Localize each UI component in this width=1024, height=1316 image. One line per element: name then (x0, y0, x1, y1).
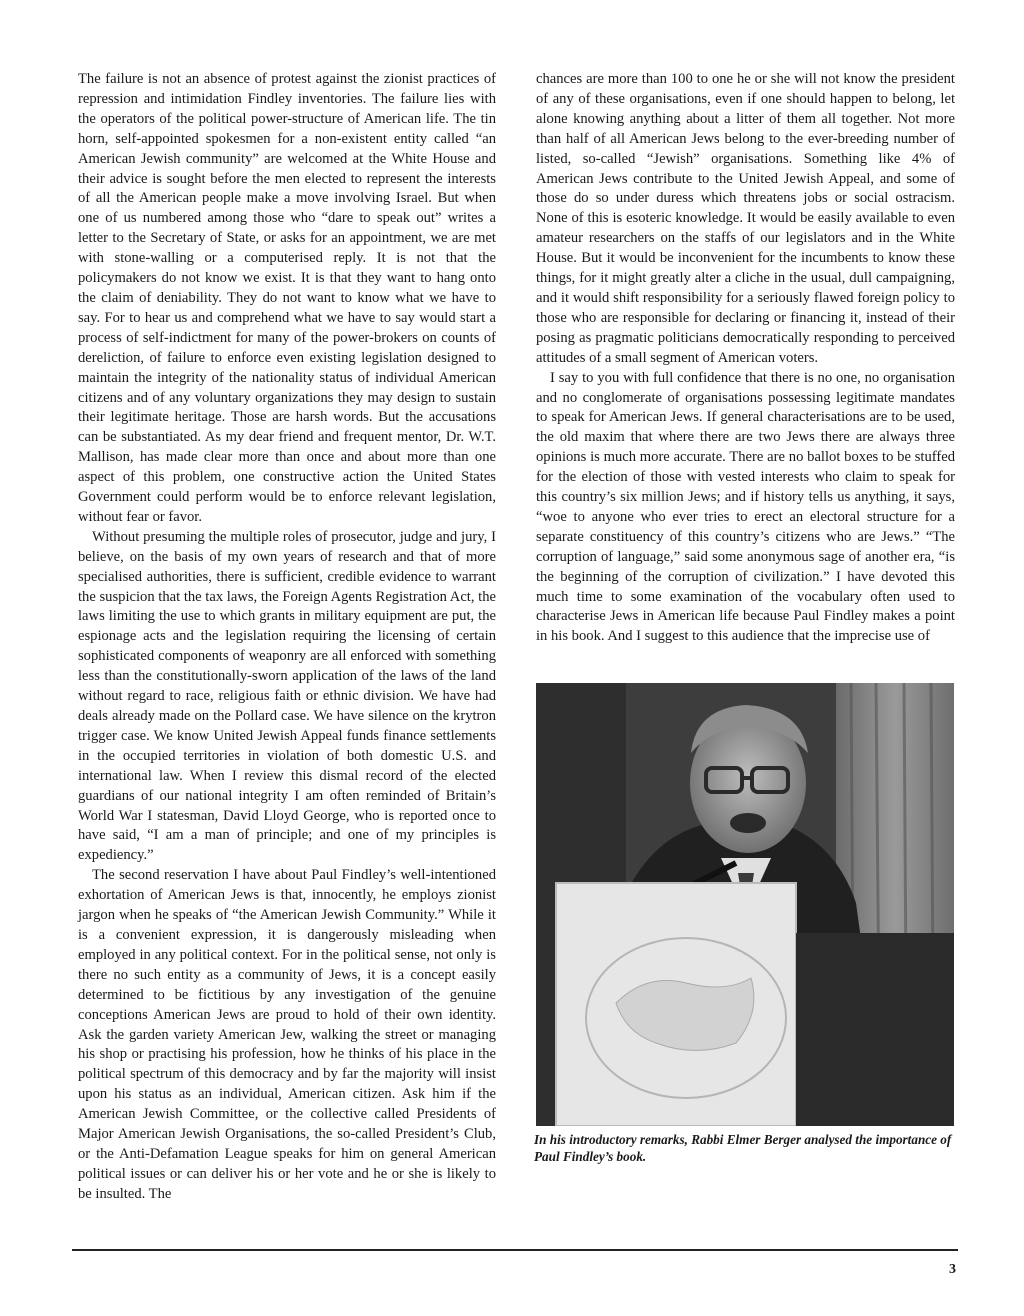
paragraph: The second reservation I have about Paul Findley’s well-intentioned exhortation of American Jews is that, innocently, he employs zionist jargon when he speaks of “the American Jewish Community.” While it is a convenient expression, it is dangerously misleading when employed in any political context. For in the political sense, not only is there no such entity as a community of Jews, it is a concept easily determined to be fictitious by any investigation of the genuine conceptions American Jews are proud to hold of their own identity. Ask the garden variety American Jew, walking the street or managing his shop or practising his profession, how he thinks of his place in the political spectrum of this democracy and by far the majority will insist upon his status as an individual, American citizen. Ask him if the American Jewish Committee, or the collective called Presidents of Major American Jewish Organisations, the so-called President’s Club, or the Anti-Defamation League speaks for him on general American political issues or can deliver his or her vote and he or she is likely to be insulted. The (78, 867, 496, 1202)
footer-rule (72, 1249, 958, 1251)
page-number: 3 (949, 1262, 956, 1277)
paragraph: I say to you with full confidence that there is no one, no organisation and no conglomerate of organisations possessing legitimate mandates to speak for American Jews. If general characterisations are to be used, the old maxim that where there are two Jews there are always three opinions is much more accurate. There are no ballot boxes to be stuffed for the election of those with vested interests who claim to speak for this country’s six million Jews; and if history tells us anything, it says, “woe to anyone who ever tries to erect an electoral structure for a separate constituency of this country’s citizens who are Jews.” “The corruption of language,” said some anonymous sage of another era, “is the beginning of the corruption of civilization.” I have devoted this much time to some examination of the vocabulary often used to characterise Jews in American life because Paul Findley makes a point in his book. And I suggest to this audience that the imprecise use of (536, 369, 955, 645)
paragraph: Without presuming the multiple roles of prosecutor, judge and jury, I believe, on the basis of my own years of research and that of more specialised authorities, there is sufficient, credible evidence to warrant the suspicion that the tax laws, the Foreign Agents Registration Act, the laws limiting the use to which grants in military equipment are put, the espionage acts and the legislation requiring the licensing of certain sophisticated components of weaponry are all enforced with something less than the constitutionally-sworn application of the laws of the land without regard to race, religious faith or ethnic division. We have had deals already made on the Pollard case. We have silence on the krytron trigger case. We know United Jewish Appeal funds finance settlements in the occupied territories in violation of both domestic U.S. and international law. When I review this dismal record of the elected guardians of our national integrity I am often reminded of Britain’s World War I statesman, David Lloyd George, who is reported once to have said, “I am a man of principle; and one of my principles is expediency.” (78, 528, 496, 864)
left-column (78, 70, 496, 1205)
paragraph: chances are more than 100 to one he or she will not know the president of any of these organisations, even if one should happen to belong, let alone knowing anything about a litter of them all together. Not more than half of all American Jews belong to the ever-breeding number of listed, so-called “Jewish” organisations. Something like 4% of American Jews contribute to the United Jewish Appeal, and some of those do so under duress which threatens jobs or social ostracism. None of this is esoteric knowledge. It would be easily available to even amateur researchers on the staffs of our legislators and in the White House. But it would be inconvenient for the incumbents to know these things, for it might greatly alter a cliche in the usual, dull campaigning, and it would shift responsibility for a seriously flawed foreign policy to those who are responsible for declaring or financing it, instead of their posing as pragmatic politicians democratically responding to perceived attitudes of a small segment of American voters. (536, 71, 955, 366)
speaker-photo (536, 683, 954, 1126)
paragraph: The failure is not an absence of protest against the zionist practices of repression and intimidation Findley inventories. The failure lies with the operators of the political power-structure of American life. The tin horn, self-appointed spokesmen for a non-existent entity called “an American Jewish community” are welcomed at the White House and their advice is sought before the men elected to represent the interests of all the American people make a move involving Israel. But when one of us numbered among those who “dare to speak out” writes a letter to the Secretary of State, or asks for an appointment, we are met with stone-walling or a computerised reply. It is not that the policymakers do not know we exist. It is that they want to hang onto the claim of deniability. They do not want to know what we have to say. For to hear us and comprehend what we have to say would start a process of self-indictment for many of the power-brokers on counts of dereliction, of failure to enforce even existing legislation designed to maintain the integrity of the nationality status of individual American citizens and of any voluntary organizations they may design to sustain their legitimate heritage. Those are harsh words. But the accusations can be substantiated. As my dear friend and frequent mentor, Dr. W.T. Mallison, has made clear more than once and about more than one aspect of this problem, one constructive action the United States Government could perform would be to enforce relevant legislation, without fear or favor. (78, 71, 496, 525)
right-column (536, 70, 955, 647)
photo-caption: In his introductory remarks, Rabbi Elmer Berger analysed the importance of Paul Findley’s book. (534, 1132, 952, 1164)
